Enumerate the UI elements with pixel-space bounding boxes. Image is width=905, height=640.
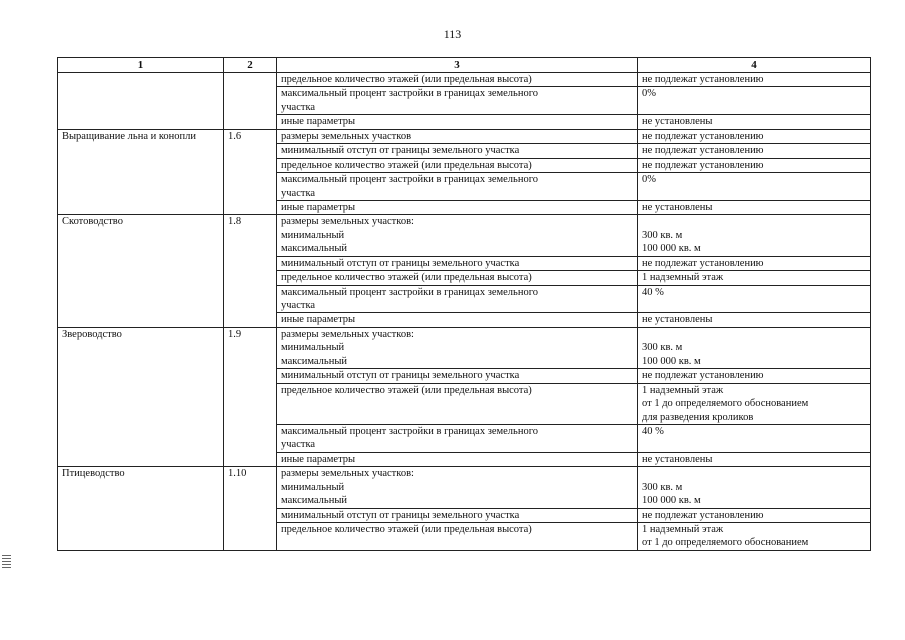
parameter-name	[277, 508, 638, 522]
parameter-value	[638, 508, 871, 522]
parameter-value	[638, 424, 871, 452]
land-use-table	[57, 57, 871, 551]
parameter-line: предельное количество этажей (или предельная высота)	[281, 272, 532, 284]
value-line: 1 надземный этаж	[642, 384, 724, 396]
parameter-value	[638, 452, 871, 466]
parameter-line: предельное количество этажей (или предельная высота)	[281, 384, 532, 396]
parameter-name	[277, 115, 638, 129]
value-line: 1 надземный этаж	[642, 272, 724, 284]
value-line: 0%	[642, 88, 656, 100]
value-line: 0%	[642, 174, 656, 186]
value-line: 40 %	[642, 425, 664, 437]
land-use-name: Выращивание льна и конопли	[58, 129, 224, 215]
value-line: не установлены	[642, 314, 713, 326]
value-line: 300 кв. м	[642, 229, 683, 241]
parameter-line: минимальный отступ от границы земельного участка	[281, 145, 520, 157]
table-body	[58, 73, 871, 551]
parameter-line: минимальный отступ от границы земельного участка	[281, 509, 520, 521]
header-col-4: 4	[638, 58, 871, 73]
parameter-value	[638, 369, 871, 383]
parameter-value	[638, 115, 871, 129]
land-use-name: Скотоводство	[58, 215, 224, 328]
value-line: не установлены	[642, 201, 713, 213]
value-line: от 1 до определяемого обоснованием	[642, 398, 809, 410]
parameter-value	[638, 215, 871, 256]
parameter-name	[277, 215, 638, 256]
parameter-name	[277, 158, 638, 172]
parameter-line: минимальный	[281, 481, 345, 493]
parameter-line: максимальный	[281, 495, 347, 507]
parameter-line: максимальный	[281, 243, 347, 255]
parameter-line: максимальный процент застройки в границах земельного	[281, 174, 539, 186]
parameter-line: участка	[281, 300, 316, 311]
parameter-name	[277, 452, 638, 466]
value-line: 300 кв. м	[642, 342, 683, 354]
value-line: 100 000 кв. м	[642, 355, 701, 367]
parameter-name	[277, 73, 638, 87]
parameter-value	[638, 523, 871, 551]
parameter-name	[277, 523, 638, 551]
parameter-name	[277, 369, 638, 383]
value-line: не подлежат установлению	[642, 257, 764, 269]
value-line: не установлены	[642, 116, 713, 128]
value-line: не подлежат установлению	[642, 130, 764, 142]
land-use-code: 1.6	[224, 129, 277, 215]
value-line: не подлежат установлению	[642, 509, 764, 521]
land-use-code	[224, 73, 277, 130]
parameter-line: иные параметры	[281, 201, 356, 213]
value-line: для разведения кроликов	[642, 411, 754, 423]
land-use-name	[58, 73, 224, 130]
parameter-line: участка	[281, 187, 316, 199]
parameter-name	[277, 256, 638, 270]
value-line: не подлежат установлению	[642, 74, 764, 85]
parameter-name	[277, 173, 638, 201]
value-line: не подлежат установлению	[642, 159, 764, 171]
parameter-name	[277, 87, 638, 115]
parameter-name	[277, 313, 638, 327]
parameter-value	[638, 129, 871, 143]
parameter-value	[638, 313, 871, 327]
parameter-name	[277, 129, 638, 143]
parameter-name	[277, 285, 638, 313]
parameter-line: минимальный отступ от границы земельного участка	[281, 257, 520, 269]
parameter-value	[638, 200, 871, 214]
parameter-name	[277, 424, 638, 452]
page-number: 113	[443, 27, 462, 41]
parameter-line: иные параметры	[281, 116, 356, 128]
parameter-line: максимальный процент застройки в границах земельного	[281, 425, 539, 437]
parameter-value	[638, 173, 871, 201]
value-line: 100 000 кв. м	[642, 243, 701, 255]
parameter-value	[638, 271, 871, 285]
value-line: не подлежат установлению	[642, 145, 764, 157]
parameter-line: предельное количество этажей (или предельная высота)	[281, 159, 532, 171]
parameter-name	[277, 383, 638, 424]
parameter-line: размеры земельных участков:	[281, 468, 414, 480]
parameter-line: максимальный процент застройки в границах земельного	[281, 88, 539, 100]
table-row	[58, 215, 871, 256]
parameter-line: предельное количество этажей (или предельная высота)	[281, 74, 532, 85]
value-line: не подлежат установлению	[642, 370, 764, 382]
table-row	[58, 327, 871, 368]
land-use-code: 1.10	[224, 467, 277, 551]
parameter-line: участка	[281, 101, 316, 113]
parameter-value	[638, 467, 871, 508]
land-use-name: Птицеводство	[58, 467, 224, 551]
parameter-line: размеры земельных участков:	[281, 216, 414, 228]
parameter-line: участка	[281, 439, 316, 451]
table-row	[58, 129, 871, 143]
parameter-value	[638, 327, 871, 368]
value-line	[642, 215, 866, 228]
value-line: не установлены	[642, 453, 713, 465]
parameter-name	[277, 200, 638, 214]
value-line	[642, 467, 866, 480]
parameter-value	[638, 144, 871, 158]
header-col-2: 2	[224, 58, 277, 73]
parameter-line: размеры земельных участков	[281, 130, 412, 142]
parameter-line: максимальный процент застройки в границах земельного	[281, 286, 539, 298]
parameter-name	[277, 271, 638, 285]
parameter-value	[638, 73, 871, 87]
parameter-name	[277, 467, 638, 508]
table-row	[58, 467, 871, 508]
parameter-value	[638, 285, 871, 313]
parameter-value	[638, 158, 871, 172]
scan-edge-marks	[2, 555, 11, 570]
value-line: 40 %	[642, 286, 664, 298]
value-line: 100 000 кв. м	[642, 495, 701, 507]
table-header-row	[58, 58, 871, 73]
parameter-line: минимальный отступ от границы земельного участка	[281, 370, 520, 382]
parameter-line: иные параметры	[281, 453, 356, 465]
parameter-line: максимальный	[281, 355, 347, 367]
parameter-line: иные параметры	[281, 314, 356, 326]
value-line	[642, 328, 866, 341]
value-line: 300 кв. м	[642, 481, 683, 493]
table-row	[58, 73, 871, 87]
parameter-value	[638, 256, 871, 270]
parameter-value	[638, 383, 871, 424]
header-col-1: 1	[58, 58, 224, 73]
parameter-line: минимальный	[281, 342, 345, 354]
parameter-name	[277, 144, 638, 158]
parameter-line: предельное количество этажей (или предельная высота)	[281, 524, 532, 535]
parameter-value	[638, 87, 871, 115]
land-use-code: 1.8	[224, 215, 277, 328]
header-col-3: 3	[277, 58, 638, 73]
parameter-name	[277, 327, 638, 368]
value-line: от 1 до определяемого обоснованием	[642, 537, 809, 549]
value-line: 1 надземный этаж	[642, 524, 724, 535]
parameter-line: размеры земельных участков:	[281, 328, 414, 340]
parameter-line: минимальный	[281, 229, 345, 241]
land-use-name: Звероводство	[58, 327, 224, 466]
land-use-code: 1.9	[224, 327, 277, 466]
